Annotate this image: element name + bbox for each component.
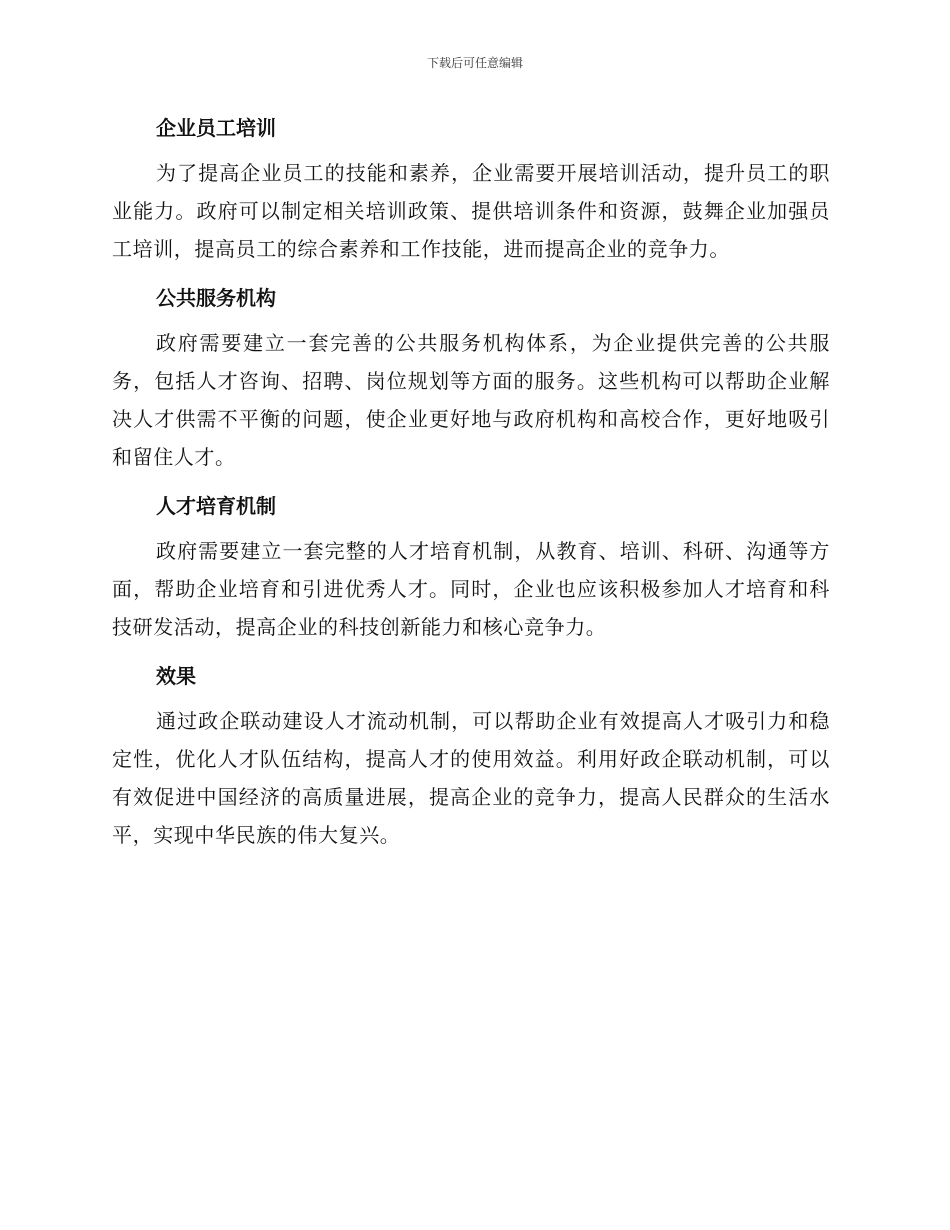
header-note: 下载后可任意编辑 bbox=[426, 56, 523, 70]
section-paragraph: 政府需要建立一套完整的人才培育机制，从教育、培训、科研、沟通等方面，帮助企业培育和引进优秀人才。同时，企业也应该积极参加人才培育和科技研发活动，提高企业的科技创新能力和核心竞争力。 bbox=[112, 539, 830, 639]
document-body bbox=[112, 112, 830, 868]
section-heading: 效果 bbox=[156, 664, 196, 688]
section-staff-training bbox=[112, 112, 830, 268]
section-paragraph: 通过政企联动建设人才流动机制，可以帮助企业有效提高人才吸引力和稳定性，优化人才队伍结构，提高人才的使用效益。利用好政企联动机制，可以有效促进中国经济的高质量进展，提高企业的竞争力，提高人民群众的生活水平，实现中华民族的伟大复兴。 bbox=[112, 709, 830, 847]
section-paragraph: 为了提高企业员工的技能和素养，企业需要开展培训活动，提升员工的职业能力。政府可以制定相关培训政策、提供培训条件和资源，鼓舞企业加强员工培训，提高员工的综合素养和工作技能，进而提高企业的竞争力。 bbox=[112, 161, 830, 261]
section-talent-cultivation bbox=[112, 490, 830, 646]
section-heading: 公共服务机构 bbox=[156, 286, 276, 310]
section-public-service bbox=[112, 282, 830, 476]
section-heading: 人才培育机制 bbox=[156, 494, 276, 518]
section-effect bbox=[112, 660, 830, 854]
section-heading: 企业员工培训 bbox=[156, 116, 276, 140]
section-paragraph: 政府需要建立一套完善的公共服务机构体系，为企业提供完善的公共服务，包括人才咨询、招聘、岗位规划等方面的服务。这些机构可以帮助企业解决人才供需不平衡的问题，使企业更好地与政府机构和高校合作，更好地吸引和留住人才。 bbox=[112, 331, 830, 469]
